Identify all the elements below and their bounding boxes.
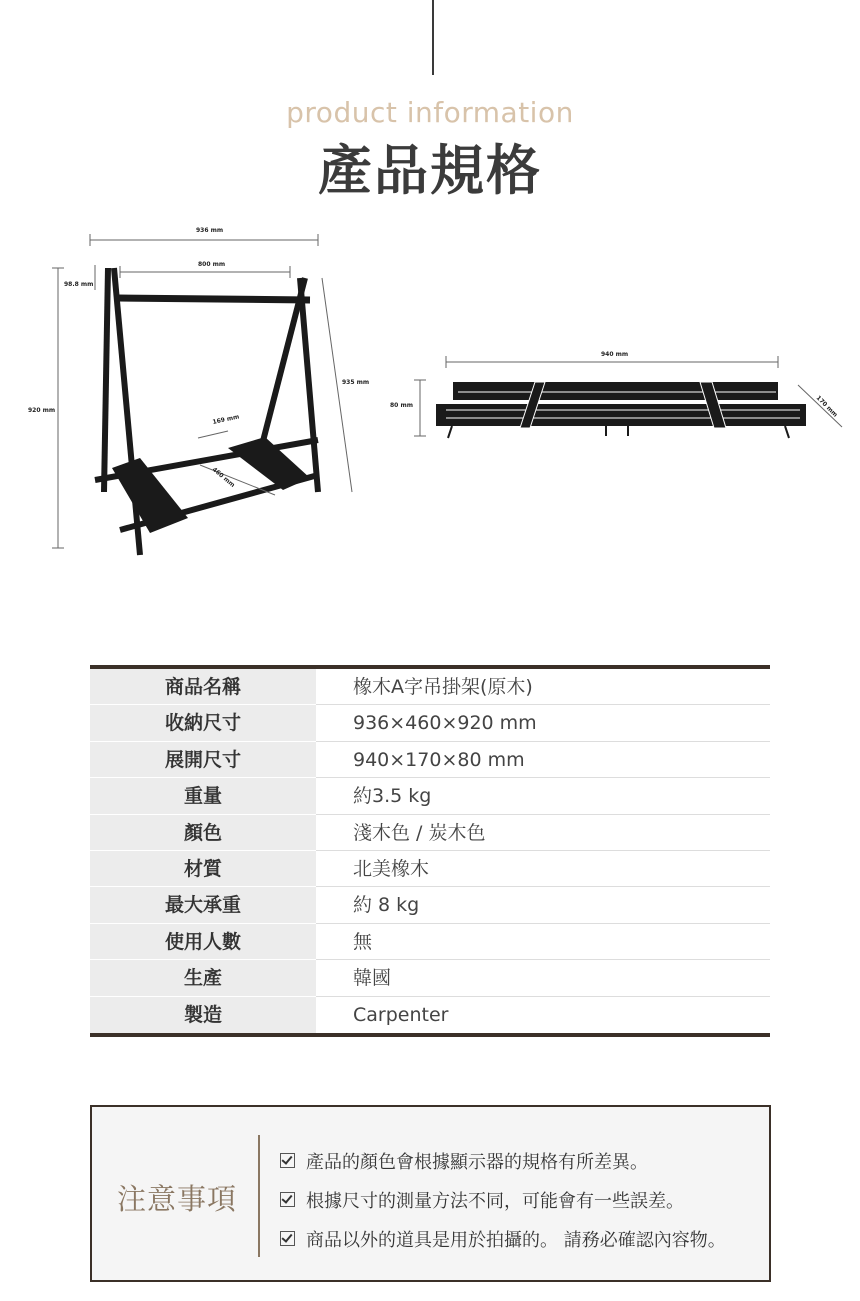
product-dimension-diagram bbox=[0, 210, 860, 570]
spec-label: 材質 bbox=[90, 851, 316, 887]
folded-rack-drawing bbox=[414, 356, 842, 438]
spec-value: 無 bbox=[316, 924, 770, 960]
page-title: 產品規格 bbox=[318, 139, 542, 202]
a-frame-rack-drawing bbox=[52, 234, 352, 555]
spec-row bbox=[90, 669, 770, 705]
spec-value: 936×460×920 mm bbox=[316, 705, 770, 741]
notice-item-text: 商品以外的道具是用於拍攝的。 請務必確認內容物。 bbox=[306, 1229, 726, 1251]
dim-label-width-bar: 800 mm bbox=[198, 261, 226, 268]
dim-label-height-side: 935 mm bbox=[342, 379, 370, 386]
dim-label-shelf-width: 169 mm bbox=[211, 413, 240, 426]
dim-label-folded-width: 170 mm bbox=[814, 394, 839, 419]
spec-row bbox=[90, 815, 770, 851]
spec-row bbox=[90, 887, 770, 923]
top-divider-line bbox=[432, 0, 434, 75]
spec-value: 橡木A字吊掛架(原木) bbox=[316, 669, 770, 705]
spec-row bbox=[90, 742, 770, 778]
spec-value: Carpenter bbox=[353, 1003, 449, 1026]
notice-list bbox=[280, 1141, 726, 1258]
spec-row bbox=[90, 960, 770, 996]
dim-label-height-total: 920 mm bbox=[28, 407, 56, 414]
spec-value: 淺木色 / 炭木色 bbox=[316, 815, 770, 851]
spec-label: 商品名稱 bbox=[90, 669, 316, 705]
notice-box bbox=[90, 1105, 771, 1282]
dim-label-offset: 98.8 mm bbox=[64, 281, 94, 288]
spec-table bbox=[90, 665, 770, 1037]
spec-label: 製造 bbox=[90, 997, 316, 1033]
spec-value: 940×170×80 mm bbox=[316, 742, 770, 778]
spec-label: 重量 bbox=[90, 778, 316, 814]
dim-label-width-total: 936 mm bbox=[196, 227, 224, 234]
checkbox-checked-icon bbox=[280, 1192, 295, 1207]
page-subtitle: product information bbox=[286, 96, 574, 129]
notice-title: 注意事項 bbox=[117, 1182, 238, 1216]
notice-item bbox=[280, 1180, 726, 1219]
spec-value: 北美橡木 bbox=[316, 851, 770, 887]
spec-row bbox=[90, 997, 770, 1033]
spec-row bbox=[90, 851, 770, 887]
spec-label: 最大承重 bbox=[90, 887, 316, 923]
spec-label: 使用人數 bbox=[90, 924, 316, 960]
spec-row bbox=[90, 778, 770, 814]
spec-label: 生產 bbox=[90, 960, 316, 996]
checkbox-checked-icon bbox=[280, 1231, 295, 1246]
spec-value: 韓國 bbox=[316, 960, 770, 996]
notice-item-text: 產品的顏色會根據顯示器的規格有所差異。 bbox=[306, 1151, 648, 1173]
spec-value: 約3.5 kg bbox=[316, 778, 770, 814]
dim-label-folded-height: 80 mm bbox=[390, 402, 413, 409]
spec-row bbox=[90, 705, 770, 741]
spec-value: 約 8 kg bbox=[316, 887, 770, 923]
dim-label-depth: 460 mm bbox=[210, 466, 236, 489]
notice-item-text: 根據尺寸的測量方法不同，可能會有一些誤差。 bbox=[306, 1190, 684, 1212]
spec-row bbox=[90, 924, 770, 960]
spec-label: 顏色 bbox=[90, 815, 316, 851]
spec-label: 展開尺寸 bbox=[90, 742, 316, 778]
spec-label: 收納尺寸 bbox=[90, 705, 316, 741]
notice-item bbox=[280, 1219, 726, 1258]
notice-item bbox=[280, 1141, 726, 1180]
dim-label-folded-length: 940 mm bbox=[601, 351, 629, 358]
checkbox-checked-icon bbox=[280, 1153, 295, 1168]
notice-divider bbox=[258, 1135, 260, 1257]
